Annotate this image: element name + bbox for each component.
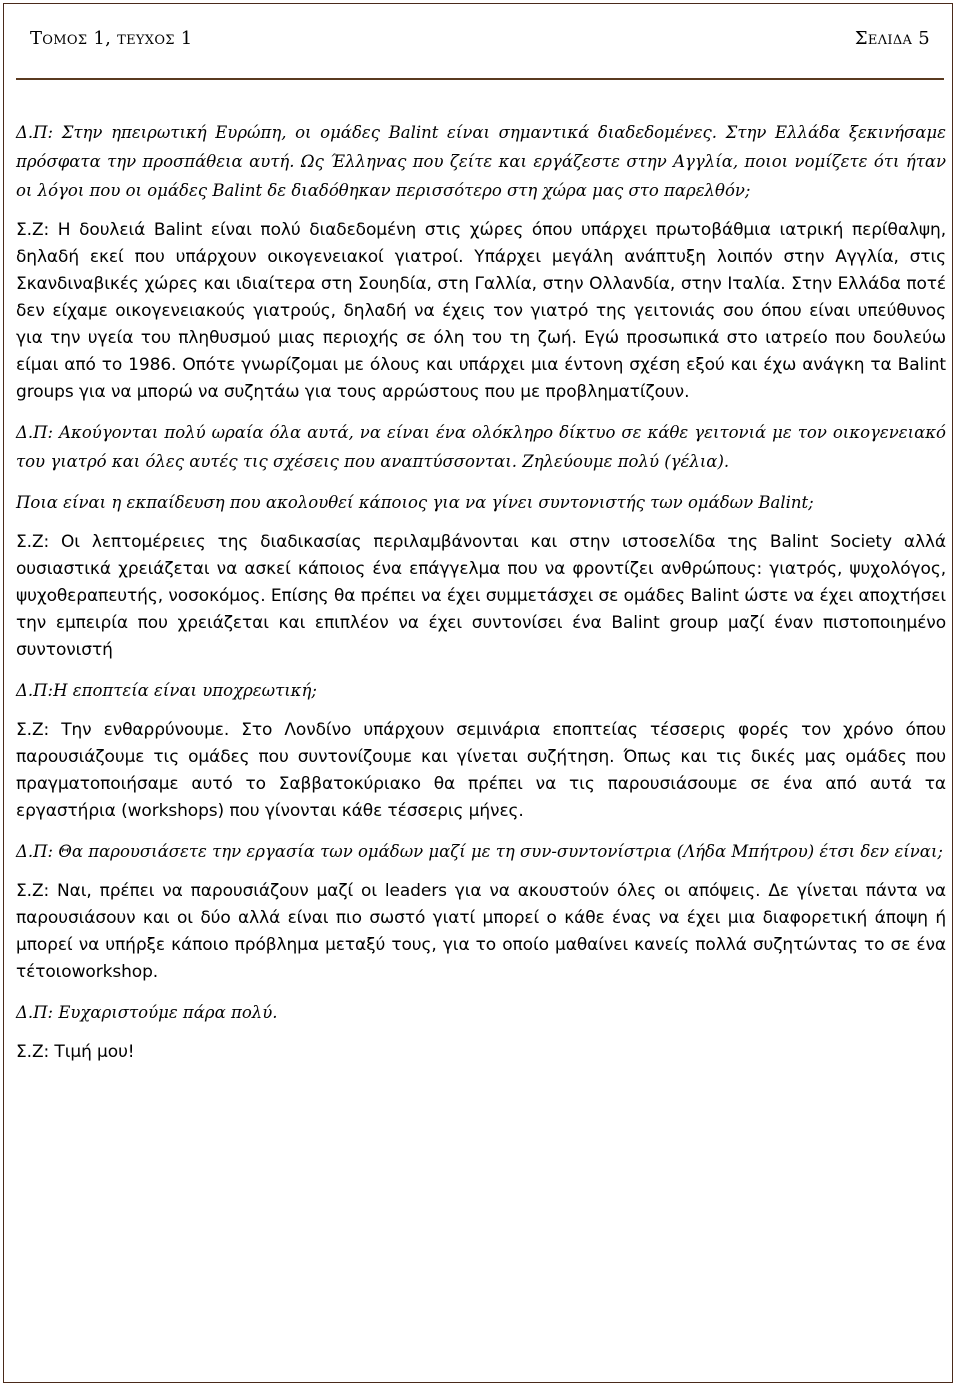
interviewer-question: Δ.Π: Ευχαριστούμε πάρα πολύ. [16, 1003, 278, 1022]
interviewer-question: Δ.Π:Η εποπτεία είναι υποχρεωτική; [16, 681, 317, 700]
interviewee-answer: Σ.Ζ: Οι λεπτομέρειες της διαδικασίας περιλαμβάνονται και στην ιστοσελίδα της Balint Society αλλά ουσιαστικά χρειάζεται να ασκεί κάποιος ένα επάγγελμα που να φροντίζει ανθρώπους: γιατρός, ψυχολόγος, ψυχοθεραπευτής, νοσοκόμος. Επίσης θα πρέπει να έχει συμμετάσχει σε ομάδες Balint ώστε να έχει αποχτήσει την εμπειρία που χρειάζεται και επιπλέον να έχει συντονίσει ένα Balint group μαζί έναν πιστοποιημένο συντονιστή [16, 532, 946, 660]
interview-body [16, 118, 946, 1078]
page-number: Σελιδα 5 [854, 28, 930, 49]
interviewer-question: Δ.Π: Ακούγονται πολύ ωραία όλα αυτά, να είναι ένα ολόκληρο δίκτυο σε κάθε γειτονιά με τον οικογενειακό του γιατρό και όλες αυτές τις σχέσεις που αναπτύσσονται. Ζηλεύουμε πολύ (γέλια). [16, 423, 946, 471]
interviewer-question: Δ.Π: Στην ηπειρωτική Ευρώπη, οι ομάδες Balint είναι σημαντικά διαδεδομένες. Στην Ελλάδα ξεκινήσαμε πρόσφατα την προσπάθεια αυτή. Ως Έλληνας που ζείτε και εργάζεστε στην Αγγλία, ποιοι νομίζετε ότι ήταν οι λόγοι που οι ομάδες Balint δε διαδόθηκαν περισσότερο στη χώρα μας στο παρελθόν; [16, 123, 946, 200]
interviewer-question: Ποια είναι η εκπαίδευση που ακολουθεί κάποιος για να γίνει συντονιστής των ομάδων Balint; [16, 493, 814, 512]
interviewee-answer: Σ.Ζ: Τιμή μου! [16, 1042, 135, 1062]
interviewee-answer: Σ.Ζ: Ναι, πρέπει να παρουσιάζουν μαζί οι leaders για να ακουστούν όλες οι απόψεις. Δε γίνεται πάντα να παρουσιάσουν και οι δύο αλλά είναι πιο σωστό γιατί μπορεί ο κάθε ένας να έχει μια διαφορετική άποψη ή μπορεί να υπήρξε κάποιο πρόβλημα μεταξύ τους, για το οποίο μαθαίνει κανείς πολλά συζητώντας το σε ένα τέτοιοworkshop. [16, 881, 946, 982]
interviewee-answer: Σ.Ζ: Η δουλειά Balint είναι πολύ διαδεδομένη στις χώρες όπου υπάρχει πρωτοβάθμια ιατρική περίθαλψη, δηλαδή εκεί που υπάρχουν οικογενειακοί γιατροί. Υπάρχει μεγάλη ανάπτυξη λοιπόν στην Αγγλία, στις Σκανδιναβικές χώρες και ιδιαίτερα στη Σουηδία, στη Γαλλία, στην Ολλανδία, στην Ιταλία. Στην Ελλάδα ποτέ δεν είχαμε οικογενειακούς γιατρούς, δηλαδή να έχεις τον γιατρό της γειτονιάς σου όπου είναι υπεύθυνος για την υγεία του πληθυσμού μιας περιοχής σε όλη του τη ζωή. Εγώ προσωπικά στο ιατρείο που δουλεύω είμαι από το 1986. Οπότε γνωρίζομαι με όλους και υπάρχει μια έντονη σχέση εξού και έχω ανάγκη τα Balint groups για να μπορώ να συζητάω για τους αρρώστους που με προβληματίζουν. [16, 220, 946, 402]
running-header [30, 28, 930, 52]
header-rule [16, 78, 944, 80]
issue-label: Τομος 1, τευχος 1 [30, 28, 193, 49]
interviewer-question: Δ.Π: Θα παρουσιάσετε την εργασία των ομάδων μαζί με τη συν-συντονίστρια (Λήδα Μπήτρου) έτσι δεν είναι; [16, 842, 943, 861]
interviewee-answer: Σ.Ζ: Την ενθαρρύνουμε. Στο Λονδίνο υπάρχουν σεμινάρια εποπτείας τέσσερις φορές τον χρόνο όπου παρουσιάζουμε τις ομάδες που συντονίζουμε και γίνεται συζήτηση. Όπως και τις δικές μας ομάδες που πραγματοποιήσαμε αυτό το Σαββατοκύριακο θα πρέπει να τις παρουσιάσουμε σε ένα από αυτά τα εργαστήρια (workshops) που γίνονται κάθε τέσσερις μήνες. [16, 720, 946, 821]
